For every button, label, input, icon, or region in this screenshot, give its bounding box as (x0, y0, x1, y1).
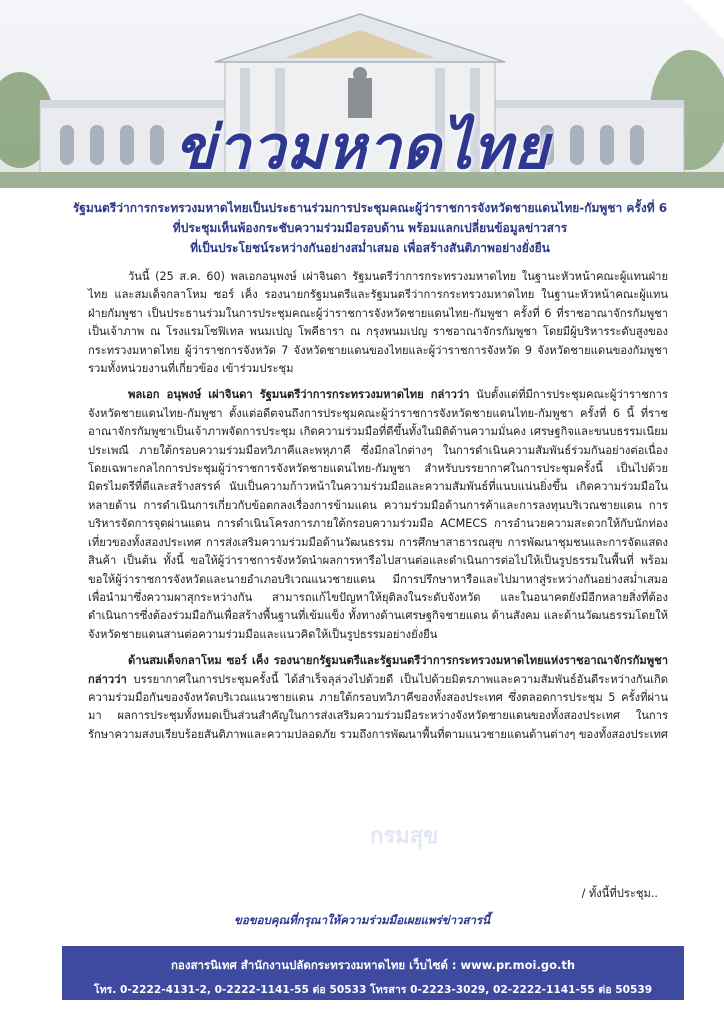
headline-line-1: รัฐมนตรีว่าการกระทรวงมหาดไทยเป็นประธานร่วมการประชุมคณะผู้ว่าราชการจังหวัดชายแดนไทย-กัมพูชา ครั้งที่ 6 (72, 201, 668, 215)
article-body (88, 268, 668, 752)
header-banner (0, 0, 724, 188)
footer-office-website: กองสารนิเทศ สำนักงานปลัดกระทรวงมหาดไทย เว็บไซต์ : www.pr.moi.go.th (170, 958, 576, 972)
footer-phone-fax: โทร. 0-2222-4131-2, 0-2222-1141-55 ต่อ 50533 โทรสาร 0-2223-3029, 02-2222-1141-55 ต่อ 50539 (93, 984, 653, 996)
headline-line-3: ที่เป็นประโยชน์ระหว่างกันอย่างสม่ำเสมอ เพื่อสร้างสันติภาพอย่างยั่งยืน (190, 241, 550, 255)
paragraph-3-text: บรรยากาศในการประชุมครั้งนี้ ได้สำเร็จลุล่วงไปด้วยดี เป็นไปด้วยมิตรภาพและความสัมพันธ์อันดีระหว่างกันเกิดความร่วมมือกันของจังหวัดบริเวณแนวชายแดน ภายใต้กรอบทวิภาคีของทั้งสองประเทศ ซึ่งตลอดการประชุม 5 ครั้งที่ผ่านมา ผลการประชุมทั้งหมดเป็นส่วนสำคัญในการส่งเสริมความร่วมมือระหว่างจังหวัดชายแดนของทั้งสองประเทศ ในการรักษาความสงบเรียบร้อยสันติภาพและความปลอดภัย รวมถึงการพัฒนาพื้นที่ตามแนวชายแดนด้านต่างๆ ของทั้งสองประเทศ (88, 672, 668, 741)
masthead-title: ข่าวมหาดไทย (174, 113, 550, 183)
paragraph-2-text: นับตั้งแต่ที่มีการประชุมคณะผู้ว่าราชการจังหวัดชายแดนไทย-กัมพูชา ตั้งแต่อดีตจนถึงการประชุมคณะผู้ว่าราชการจังหวัดชายแดนไทย-กัมพูชา ครั้งที่ 6 นี้ ที่ราชอาณาจักรกัมพูชาเป็นเจ้าภาพจัดการประชุม เกิดความร่วมมือที่ดีขึ้นทั้งในมิติด้านความมั่นคง เศรษฐกิจและขนบธรรมเนียมประเพณี ภายใต้กรอบความร่วมมือทวิภาคีและพหุภาคี ซึ่งมีกลไกต่างๆ ในการดำเนินความสัมพันธ์ร่วมกันอย่างต่อเนื่อง โดยเฉพาะกลไกการประชุมผู้ว่าราชการจังหวัดชายแดนไทย-กัมพูชา สำหรับบรรยากาศในการประชุมครั้งนี้ เป็นไปด้วยมิตรไมตรีที่ดีและสร้างสรรค์ นับเป็นความก้าวหน้าในความร่วมมือและความสัมพันธ์ที่แนบแน่นยิ่งขึ้น เกิดความร่วมมือในหลายด้าน การดำเนินการเกี่ยวกับข้อตกลงเรื่องการข้ามแดน ความร่วมมือด้านการค้าและการลงทุนบริเวณชายแดน การบริหารจัดการจุดผ่านแดน การดำเนินโครงการภายใต้กรอบความร่วมมือ ACMECS การอำนวยความสะดวกให้กับนักท่องเที่ยวของทั้งสองประเทศ การส่งเสริมความร่วมมือด้านวัฒนธรรม การศึกษาสาธารณสุข การพัฒนาชุมชนและการจัดแสดงสินค้า เป็นต้น ทั้งนี้ ขอให้ผู้ว่าราชการจังหวัดนำผลการหารือไปสานต่อและดำเนินการต่อไปให้เป็นรูปธรรมในพื้นที่ พร้อมขอให้ผู้ว่าราชการจังหวัดและนายอำเภอบริเวณแนวชายแดน มีการปรึกษาหารือและไปมาหาสู่ระหว่างกันอย่างสม่ำเสมอ เพื่อนำมาซึ่งความผาสุกระหว่างกัน สามารถแก้ไขปัญหาให้ยุติลงในระดับจังหวัด และในอนาคตยังมีอีกหลายสิ่งที่ต้องดำเนินการซึ่งต้องร่วมมือกันเพื่อสร้างพื้นฐานที่เข้มแข็ง ทั้งทางด้านเศรษฐกิจชายแดน ด้านสังคม และด้านวัฒนธรรมโดยให้จังหวัดชายแดนสานต่อความร่วมมือและแนวคิดให้เป็นรูปธรรมอย่างยั่งยืน (88, 388, 668, 641)
paragraph-3-lead: ด้านสมเด็จกลาโหม ซอร์ เค็ง รองนายกรัฐมนตรีและรัฐมนตรีว่าการกระทรวงมหาดไทยแห่งราชอาณาจักรกัมพูชา กล่าวว่า (88, 654, 668, 686)
page-corner-fold (684, 0, 724, 40)
paragraph-2 (88, 386, 668, 644)
news-headline (60, 198, 680, 258)
footer-contact-bar (62, 946, 684, 1000)
paragraph-3 (88, 652, 668, 744)
paragraph-2-lead: พลเอก อนุพงษ์ เผ่าจินดา รัฐมนตรีว่าการกระทรวงมหาดไทย กล่าวว่า (128, 388, 470, 402)
headline-line-2: ที่ประชุมเห็นพ้องกระชับความร่วมมือรอบด้าน พร้อมแลกเปลี่ยนข้อมูลข่าวสาร (172, 221, 568, 235)
paragraph-1: วันนี้ (25 ส.ค. 60) พลเอกอนุพงษ์ เผ่าจินดา รัฐมนตรีว่าการกระทรวงมหาดไทย ในฐานะหัวหน้าคณะผู้แทนฝ่ายไทย และสมเด็จกลาโหม ซอร์ เค็ง รองนายกรัฐมนตรีและรัฐมนตรีว่าการกระทรวงมหาดไทย ในฐานะหัวหน้าคณะผู้แทนฝ่ายกัมพูชา เป็นประธานร่วมในการประชุมคณะผู้ว่าราชการจังหวัดชายแดนไทย-กัมพูชา ครั้งที่ 6 ที่ราชอาณาจักรกัมพูชาเป็นเจ้าภาพ ณ โรงแรมโซฟิเทล พนมเปญ โพคีธารา ณ กรุงพนมเปญ ราชอาณาจักรกัมพูชา โดยมีผู้บริหารระดับสูงของกระทรวงมหาดไทย ผู้ว่าราชการจังหวัด 7 จังหวัดชายแดนของไทยและผู้ว่าราชการจังหวัด 9 จังหวัดชายแดนของกัมพูชา รวมทั้งหน่วยงานที่เกี่ยวข้อง เข้าร่วมประชุม (88, 270, 668, 376)
thanks-note: ขอขอบคุณที่กรุณาให้ความร่วมมือเผยแพร่ข่าวสารนี้ (234, 913, 490, 927)
continuation-note: / ทั้งนี้ที่ประชุม.. (581, 887, 658, 900)
watermark: กรมสุข (370, 824, 439, 849)
